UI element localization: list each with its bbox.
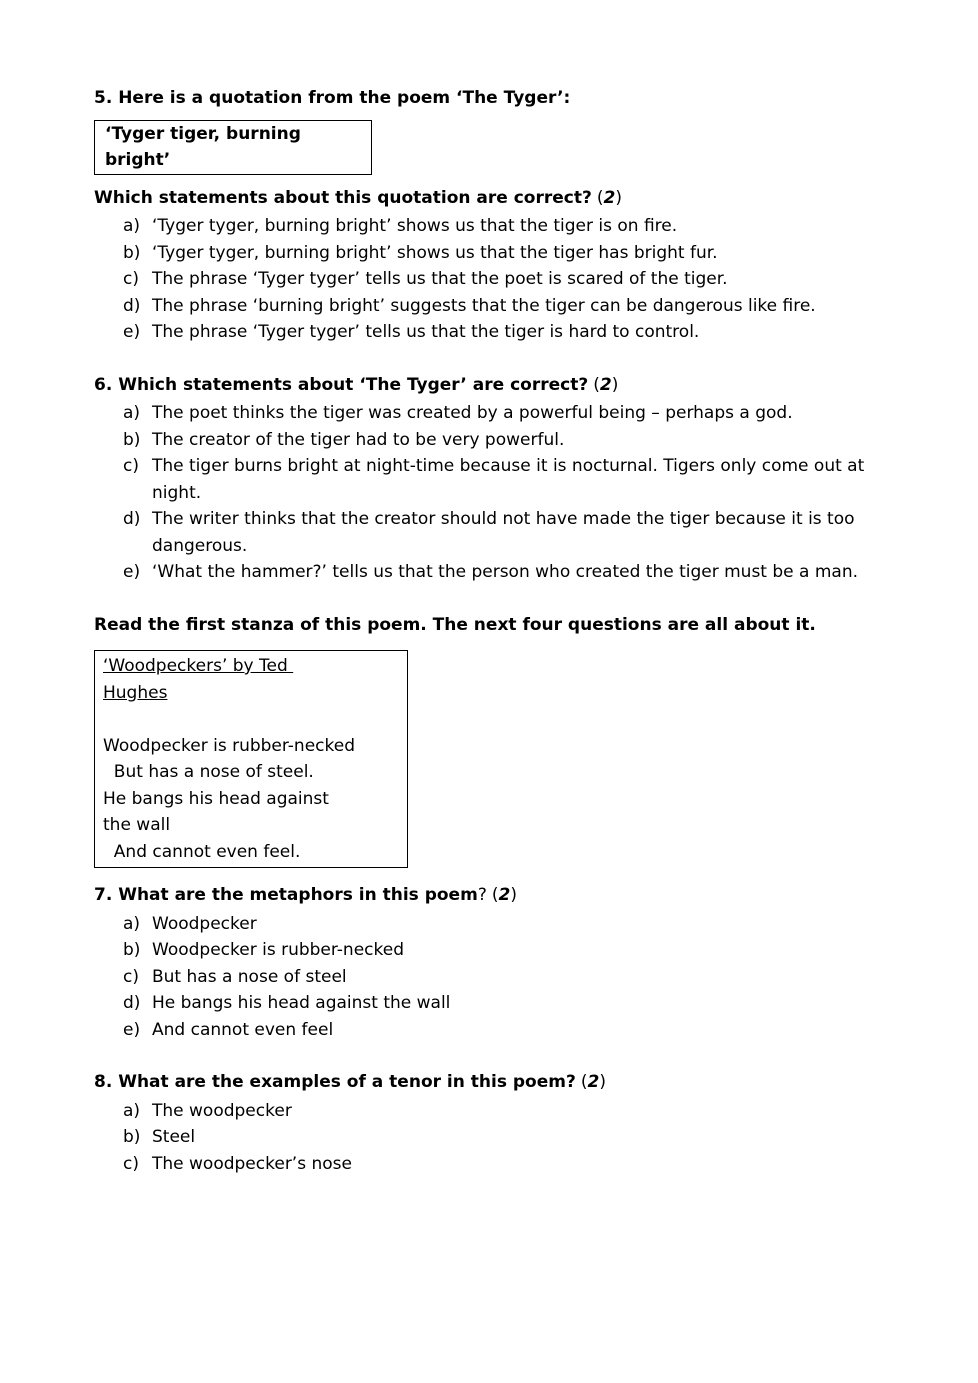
option-text: The phrase ‘Tyger tyger’ tells us that the poet is scared of the tiger. (152, 269, 728, 289)
option-letter: d) (123, 993, 141, 1013)
question-5-heading-text: 5. Here is a quotation from the poem ‘The Tyger’: (94, 88, 571, 108)
option-row (123, 937, 918, 964)
option-text: But has a nose of steel (152, 966, 347, 987)
option-row (123, 559, 918, 586)
question-6-marks: (2) (593, 374, 619, 395)
option-letter: b) (123, 242, 141, 263)
question-5 (94, 85, 918, 346)
option-text: The woodpecker (152, 1100, 292, 1121)
quote-line-2: bright’ (105, 150, 171, 170)
option-row (123, 1151, 918, 1178)
question-7-suffix: ? (477, 885, 487, 905)
option-text: Woodpecker is rubber-necked (152, 940, 404, 960)
option-letter: d) (123, 509, 141, 529)
option-text: ‘Tyger tyger, burning bright’ shows us that the tiger is on fire. (152, 216, 678, 236)
question-5-subheading-text: Which statements about this quotation are correct? (94, 187, 592, 208)
option-text: The tiger burns bright at night-time because it is nocturnal. Tigers only come out at night. (152, 456, 865, 503)
option-text: The writer thinks that the creator should not have made the tiger because it is too dangerous. (152, 509, 855, 556)
option-letter: b) (123, 429, 141, 450)
question-7-marks: (2) (491, 885, 517, 905)
question-7-heading-text: 7. What are the metaphors in this poem (94, 885, 478, 905)
poem-blank-line (103, 706, 399, 733)
quote-box-tyger (94, 120, 372, 175)
option-letter: d) (123, 295, 141, 316)
option-text: Steel (152, 1127, 196, 1147)
option-letter: c) (123, 456, 139, 476)
question-6-options (123, 400, 918, 586)
option-letter: c) (123, 269, 139, 289)
option-letter: b) (123, 940, 141, 960)
option-text: Woodpecker (152, 913, 257, 934)
question-6-heading-text: 6. Which statements about ‘The Tyger’ are correct? (94, 374, 589, 395)
option-letter: b) (123, 1127, 141, 1147)
marks-value: 2 (498, 885, 511, 905)
question-5-subheading (94, 185, 918, 212)
question-5-options (123, 213, 918, 346)
option-text: The creator of the tiger had to be very powerful. (152, 429, 565, 450)
option-row (123, 990, 918, 1017)
poem-line: He bangs his head against (103, 788, 329, 809)
question-6 (94, 372, 918, 586)
question-7-options (123, 911, 918, 1044)
quote-line-1: ‘Tyger tiger, burning (105, 123, 301, 144)
poem-box (94, 650, 408, 868)
option-letter: c) (123, 966, 139, 987)
option-row (123, 1017, 918, 1044)
question-5-heading (94, 85, 918, 112)
option-row (123, 911, 918, 938)
question-8 (94, 1069, 918, 1177)
option-row (123, 293, 918, 320)
question-7 (94, 882, 918, 1043)
option-text: The phrase ‘Tyger tyger’ tells us that the tiger is hard to control. (152, 322, 700, 342)
option-row (123, 964, 918, 991)
option-row (123, 453, 918, 506)
option-row (123, 240, 918, 267)
poem-line: Woodpecker is rubber-necked (103, 735, 355, 756)
marks-value: 2 (599, 374, 612, 395)
question-6-heading (94, 372, 918, 399)
option-text: ‘Tyger tyger, burning bright’ shows us that the tiger has bright fur. (152, 242, 718, 263)
option-text: The poet thinks the tiger was created by a powerful being – perhaps a god. (152, 403, 793, 423)
option-letter: a) (123, 403, 141, 423)
option-letter: a) (123, 1100, 141, 1121)
option-row (123, 400, 918, 427)
question-8-marks: (2) (580, 1072, 606, 1092)
instruction-paragraph: Read the first stanza of this poem. The next four questions are all about it. (94, 614, 816, 635)
option-letter: a) (123, 216, 141, 236)
marks-value: 2 (587, 1072, 600, 1092)
poem-title-line-2: Hughes (103, 682, 168, 703)
option-text: And cannot even feel (152, 1019, 334, 1040)
poem-title-line-1: ‘Woodpeckers’ by Ted (103, 656, 294, 676)
question-8-heading-text: 8. What are the examples of a tenor in this poem? (94, 1072, 576, 1092)
option-letter: a) (123, 913, 141, 934)
option-row (123, 319, 918, 346)
question-7-heading (94, 882, 918, 909)
option-letter: e) (123, 1019, 141, 1040)
marks-value: 2 (603, 187, 616, 208)
question-8-heading (94, 1069, 918, 1096)
option-text: The woodpecker’s nose (152, 1153, 352, 1174)
option-row (123, 1124, 918, 1151)
option-text: He bangs his head against the wall (152, 993, 451, 1013)
option-text: The phrase ‘burning bright’ suggests that the tiger can be dangerous like fire. (152, 295, 816, 316)
question-8-options (123, 1098, 918, 1178)
option-letter: c) (123, 1153, 139, 1174)
poem-line: the wall (103, 815, 171, 835)
poem-line: But has a nose of steel. (103, 762, 314, 782)
option-letter: e) (123, 322, 141, 342)
option-row (123, 1098, 918, 1125)
option-row (123, 506, 918, 559)
question-5-marks: (2) (596, 187, 622, 208)
option-row (123, 427, 918, 454)
option-row (123, 213, 918, 240)
poem-line: And cannot even feel. (103, 841, 301, 862)
option-letter: e) (123, 562, 141, 582)
option-row (123, 266, 918, 293)
option-text: ‘What the hammer?’ tells us that the person who created the tiger must be a man. (152, 562, 859, 582)
